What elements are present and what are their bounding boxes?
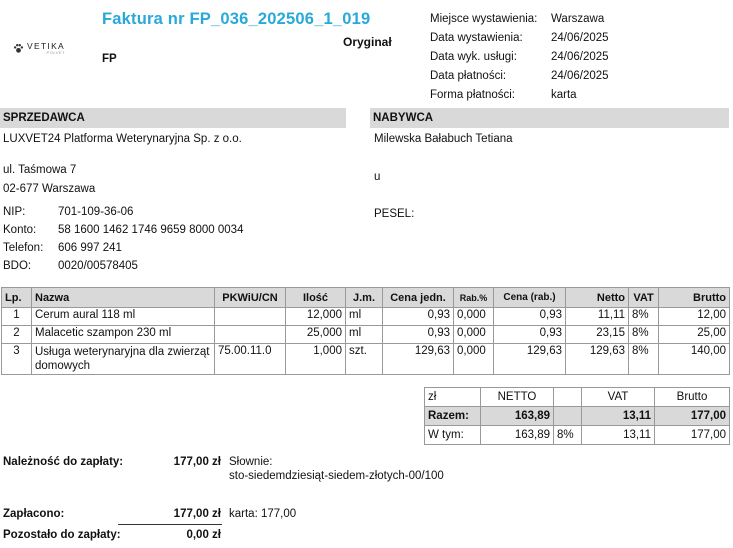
cell-brutto: 140,00: [659, 344, 730, 375]
cell-pkwiu: 75.00.11.0: [215, 344, 286, 375]
table-row: [2, 308, 730, 326]
col-header-jm: J.m.: [346, 288, 383, 308]
telefon-label: Telefon:: [3, 242, 44, 254]
meta-value: 24/06/2025: [551, 70, 609, 82]
items-header-row: [2, 288, 730, 308]
paw-logo-icon: [13, 43, 24, 54]
meta-value: Warszawa: [551, 13, 605, 25]
meta-value: karta: [551, 89, 577, 101]
summary-wtym-row: [425, 426, 730, 445]
razem-netto: 163,89: [481, 407, 554, 426]
cell-ilosc: 25,000: [286, 326, 346, 344]
cell-netto: 23,15: [566, 326, 629, 344]
cell-lp: 3: [2, 344, 32, 375]
cell-rabat: 0,000: [454, 308, 494, 326]
col-header-netto: Netto: [566, 288, 629, 308]
totals-divider: [118, 524, 222, 525]
wtym-netto: 163,89: [481, 426, 554, 445]
col-header-nazwa: Nazwa: [32, 288, 215, 308]
cell-cena-jedn: 129,63: [383, 344, 454, 375]
cell-pkwiu: [215, 308, 286, 326]
doc-type: FP: [102, 53, 117, 65]
due-value: 177,00 zł: [173, 456, 221, 468]
bdo-label: BDO:: [3, 260, 32, 272]
cell-vat: 8%: [629, 326, 659, 344]
cell-nazwa: Usługa weterynaryjna dla zwierząt domowych: [32, 344, 215, 375]
vetika-logo: [13, 42, 65, 55]
seller-street: ul. Taśmowa 7: [3, 164, 77, 176]
cell-cena-rab: 129,63: [494, 344, 566, 375]
wtym-vat: 13,11: [582, 426, 655, 445]
seller-detail-labels: [3, 203, 43, 275]
meta-values: [551, 10, 609, 105]
due-label: Należność do zapłaty:: [3, 456, 124, 468]
logo-subtext: POLVET: [46, 50, 66, 55]
logo-text: VETIKA: [27, 41, 66, 51]
cell-netto: 129,63: [566, 344, 629, 375]
cell-vat: 8%: [629, 344, 659, 375]
summary-header-rate: [554, 388, 582, 407]
cell-ilosc: 12,000: [286, 308, 346, 326]
cell-brutto: 12,00: [659, 308, 730, 326]
telefon-value: 606 997 241: [58, 242, 122, 254]
meta-label: Data wyk. usługi:: [430, 51, 517, 63]
col-header-cena-rab: Cena (rab.): [494, 288, 566, 308]
cell-nazwa: Malacetic szampon 230 ml: [32, 326, 215, 344]
vat-summary-table: [424, 387, 730, 445]
bdo-value: 0020/00578405: [58, 260, 138, 272]
cell-rabat: 0,000: [454, 344, 494, 375]
paid-value: 177,00 zł: [173, 508, 221, 520]
items-table: [1, 287, 730, 375]
table-row: [2, 344, 730, 375]
seller-detail-values: [58, 203, 243, 275]
cell-lp: 1: [2, 308, 32, 326]
summary-header-netto: NETTO: [481, 388, 554, 407]
remaining-value: 0,00 zł: [186, 529, 221, 541]
original-label: Oryginał: [343, 35, 392, 49]
summary-header-row: [425, 388, 730, 407]
cell-jm: ml: [346, 326, 383, 344]
razem-brutto: 177,00: [655, 407, 730, 426]
konto-label: Konto:: [3, 224, 37, 236]
summary-razem-row: [425, 407, 730, 426]
cell-jm: szt.: [346, 344, 383, 375]
col-header-vat: VAT: [629, 288, 659, 308]
cell-cena-rab: 0,93: [494, 326, 566, 344]
seller-city: 02-677 Warszawa: [3, 183, 96, 195]
razem-rate: [554, 407, 582, 426]
buyer-heading: NABYWCA: [370, 108, 729, 128]
cell-ilosc: 1,000: [286, 344, 346, 375]
cell-lp: 2: [2, 326, 32, 344]
wtym-brutto: 177,00: [655, 426, 730, 445]
col-header-pkwiu: PKWiU/CN: [215, 288, 286, 308]
col-header-cena-jedn: Cena jedn.: [383, 288, 454, 308]
col-header-ilosc: Ilość: [286, 288, 346, 308]
buyer-address-line: u: [374, 171, 381, 183]
meta-label: Forma płatności:: [430, 89, 516, 101]
remaining-label: Pozostało do zapłaty:: [3, 529, 121, 541]
buyer-pesel-label: PESEL:: [374, 208, 415, 220]
col-header-rabat: Rab.%: [454, 288, 494, 308]
cell-vat: 8%: [629, 308, 659, 326]
invoice-title: Faktura nr FP_036_202506_1_019: [102, 10, 371, 28]
cell-nazwa: Cerum aural 118 ml: [32, 308, 215, 326]
wtym-label: W tym:: [425, 426, 481, 445]
meta-label: Data płatności:: [430, 70, 507, 82]
seller-heading: SPRZEDAWCA: [0, 108, 346, 128]
meta-label: Data wystawienia:: [430, 32, 523, 44]
summary-header-vat: VAT: [582, 388, 655, 407]
paid-label: Zapłacono:: [3, 508, 65, 520]
seller-name: LUXVET24 Platforma Weterynaryjna Sp. z o.o.: [3, 133, 242, 145]
meta-value: 24/06/2025: [551, 32, 609, 44]
cell-cena-jedn: 0,93: [383, 308, 454, 326]
meta-labels: [430, 10, 537, 105]
nip-value: 701-109-36-06: [58, 206, 134, 218]
cell-jm: ml: [346, 308, 383, 326]
nip-label: NIP:: [3, 206, 26, 218]
razem-label: Razem:: [425, 407, 481, 426]
table-row: [2, 326, 730, 344]
buyer-name: Milewska Bałabuch Tetiana: [374, 133, 513, 145]
words-label: Słownie:: [229, 456, 273, 468]
konto-value: 58 1600 1462 1746 9659 8000 0034: [58, 224, 244, 236]
cell-rabat: 0,000: [454, 326, 494, 344]
wtym-rate: 8%: [554, 426, 582, 445]
amount-in-words: sto-siedemdziesiąt-siedem-złotych-00/100: [229, 470, 444, 482]
meta-label: Miejsce wystawienia:: [430, 13, 538, 25]
cell-brutto: 25,00: [659, 326, 730, 344]
meta-value: 24/06/2025: [551, 51, 609, 63]
col-header-brutto: Brutto: [659, 288, 730, 308]
summary-currency: zł: [425, 388, 481, 407]
summary-header-brutto: Brutto: [655, 388, 730, 407]
paid-note: karta: 177,00: [229, 508, 297, 520]
col-header-lp: Lp.: [2, 288, 32, 308]
cell-cena-jedn: 0,93: [383, 326, 454, 344]
cell-pkwiu: [215, 326, 286, 344]
cell-netto: 11,11: [566, 308, 629, 326]
razem-vat: 13,11: [582, 407, 655, 426]
cell-cena-rab: 0,93: [494, 308, 566, 326]
